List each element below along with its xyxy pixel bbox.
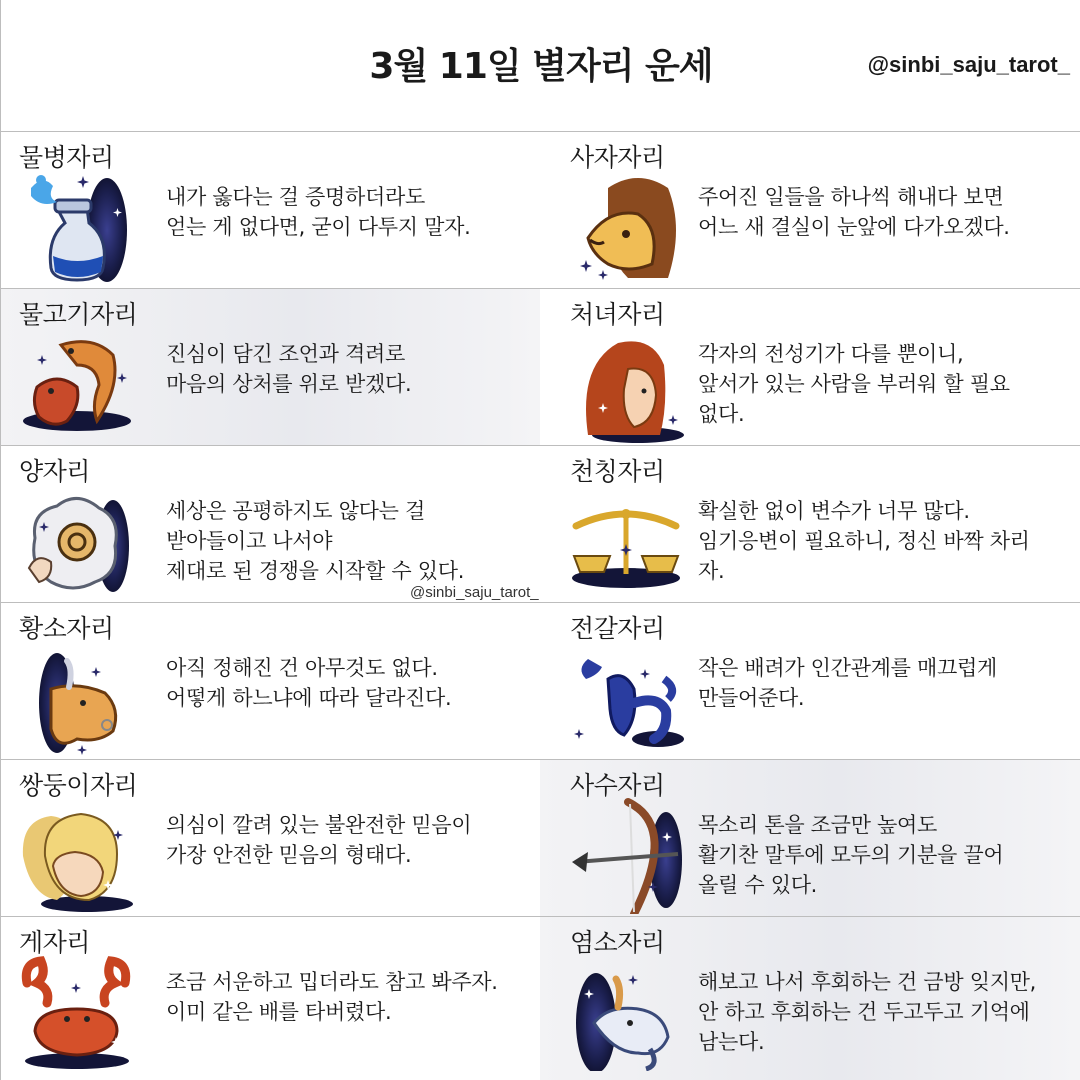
- sign-name: 황소자리: [19, 614, 114, 643]
- sign-name: 쌍둥이자리: [19, 771, 138, 800]
- watermark: @sinbi_saju_tarot_: [410, 584, 539, 601]
- horoscope-card-libra: [540, 446, 1080, 603]
- fortune-text: 의심이 깔려 있는 불완전한 믿음이 가장 안전한 믿음의 형태다.: [166, 813, 472, 867]
- horoscope-card-aquarius: [0, 132, 540, 289]
- gemini-icon: [17, 796, 135, 914]
- sign-name: 천칭자리: [570, 457, 665, 486]
- sign-name: 물고기자리: [19, 300, 138, 329]
- capricorn-icon: [568, 953, 686, 1071]
- horoscope-card-pisces: [0, 289, 540, 446]
- sign-name: 물병자리: [19, 143, 114, 172]
- sign-name: 처녀자리: [570, 300, 665, 329]
- fortune-text: 내가 옳다는 걸 증명하더라도 얻는 게 없다면, 굳이 다투지 말자.: [166, 185, 471, 239]
- fortune-text: 확실한 없이 변수가 너무 많다. 임기응변이 필요하니, 정신 바짝 차리 자.: [698, 499, 1030, 583]
- fortune-text: 세상은 공평하지도 않다는 걸 받아들이고 나서야 제대로 된 경쟁을 시작할 수 있다.: [166, 499, 465, 583]
- horoscope-card-sagittarius: [540, 760, 1080, 917]
- sign-name: 게자리: [19, 928, 90, 957]
- virgo-icon: [568, 325, 686, 443]
- horoscope-card-virgo: [540, 289, 1080, 446]
- horoscope-card-capricorn: [540, 917, 1080, 1080]
- sign-name: 염소자리: [570, 928, 665, 957]
- page-header: [0, 0, 1080, 132]
- scorpio-icon: [568, 639, 686, 757]
- sign-name: 사자자리: [570, 143, 665, 172]
- cancer-icon: [17, 953, 135, 1071]
- sign-name: 전갈자리: [570, 614, 665, 643]
- aquarius-icon: [17, 168, 135, 286]
- pisces-icon: [17, 325, 135, 443]
- page-title: 3월 11일 별자리 운세: [369, 46, 713, 87]
- fortune-text: 아직 정해진 건 아무것도 없다. 어떻게 하느냐에 따라 달라진다.: [166, 656, 452, 710]
- fortune-text: 진심이 담긴 조언과 격려로 마음의 상처를 위로 받겠다.: [166, 342, 412, 396]
- fortune-text: 해보고 나서 후회하는 건 금방 잊지만, 안 하고 후회하는 건 두고두고 기억에 남는다.: [698, 970, 1037, 1054]
- libra-icon: [568, 482, 686, 600]
- fortune-text: 각자의 전성기가 다를 뿐이니, 앞서가 있는 사람을 부러워 할 필요 없다.: [698, 342, 1010, 426]
- horoscope-card-gemini: [0, 760, 540, 917]
- taurus-icon: [17, 639, 135, 757]
- sign-name: 양자리: [19, 457, 90, 486]
- horoscope-card-taurus: [0, 603, 540, 760]
- horoscope-card-aries: [0, 446, 540, 603]
- fortune-text: 목소리 톤을 조금만 높여도 활기찬 말투에 모두의 기분을 끌어 올릴 수 있다.: [698, 813, 1004, 897]
- horoscope-card-scorpio: [540, 603, 1080, 760]
- aries-icon: [17, 482, 135, 600]
- horoscope-card-cancer: [0, 917, 540, 1080]
- sagittarius-icon: [568, 796, 686, 914]
- account-handle: @sinbi_saju_tarot_: [867, 52, 1070, 77]
- fortune-text: 조금 서운하고 밉더라도 참고 봐주자. 이미 같은 배를 타버렸다.: [166, 970, 498, 1024]
- fortune-text: 작은 배려가 인간관계를 매끄럽게 만들어준다.: [698, 656, 997, 710]
- horoscope-card-leo: [540, 132, 1080, 289]
- fortune-text: 주어진 일들을 하나씩 해내다 보면 어느 새 결실이 눈앞에 다가오겠다.: [698, 185, 1010, 239]
- leo-icon: [568, 168, 686, 286]
- sign-name: 사수자리: [570, 771, 665, 800]
